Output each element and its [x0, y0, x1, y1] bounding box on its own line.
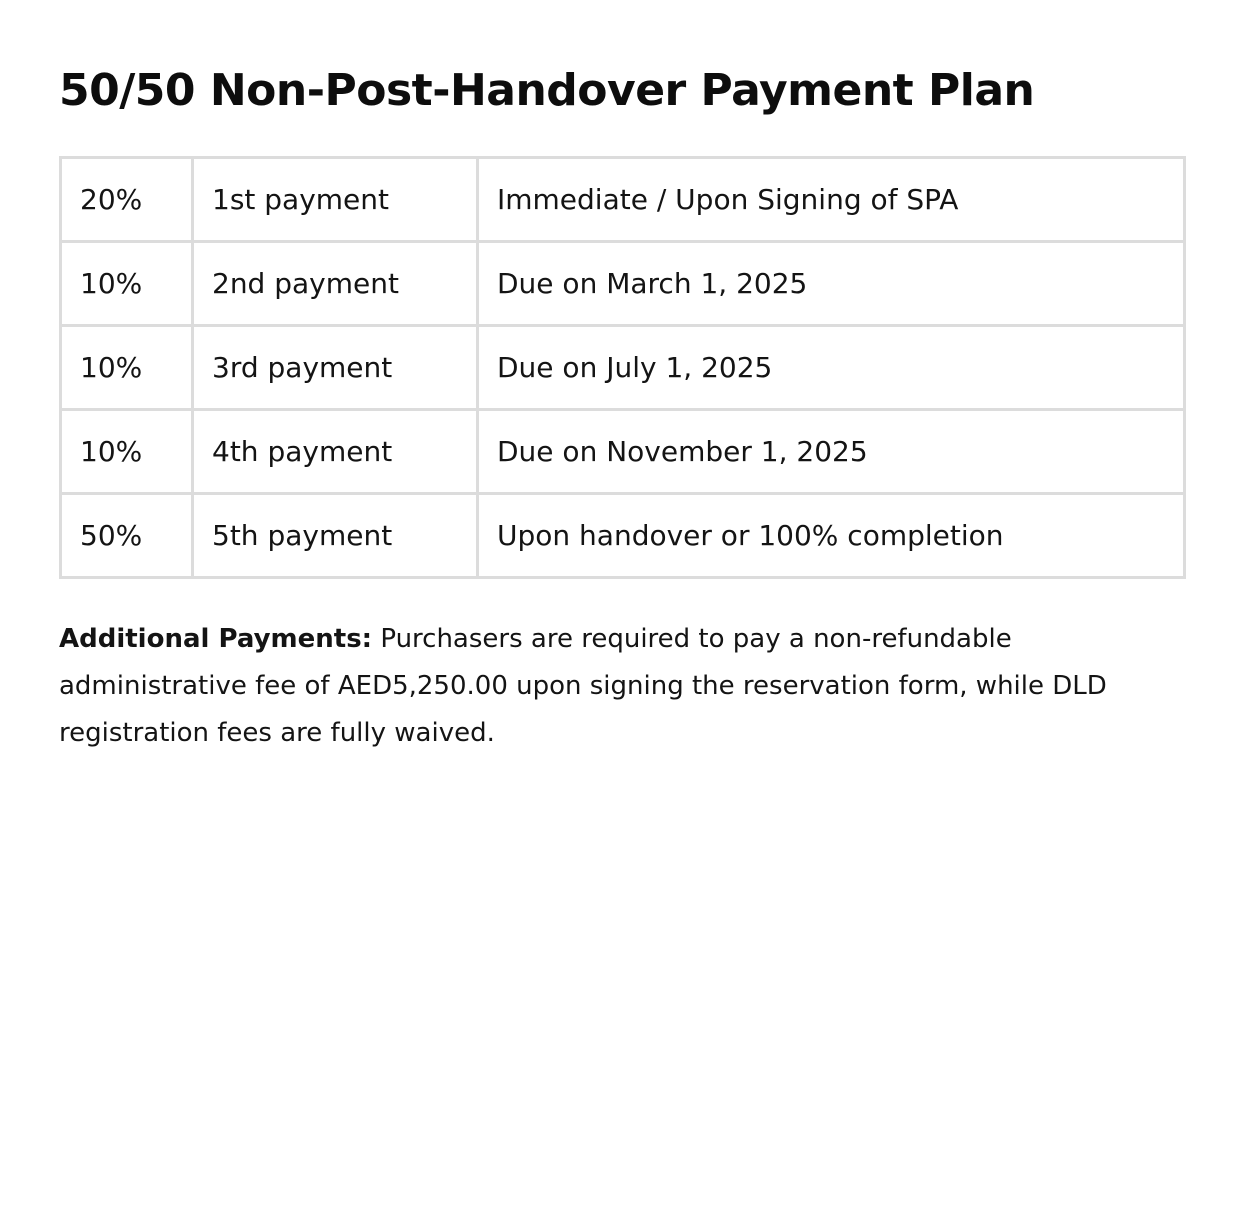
additional-payments-note: [59, 616, 1183, 757]
due-cell: Upon handover or 100% completion: [478, 494, 1185, 578]
table-row: [61, 242, 1185, 326]
page-title: 50/50 Non-Post-Handover Payment Plan: [59, 65, 1035, 116]
due-cell: Immediate / Upon Signing of SPA: [478, 158, 1185, 242]
percent-cell: 10%: [61, 242, 193, 326]
table-row: [61, 410, 1185, 494]
percent-cell: 10%: [61, 326, 193, 410]
percent-cell: 50%: [61, 494, 193, 578]
installment-cell: 4th payment: [193, 410, 478, 494]
percent-cell: 20%: [61, 158, 193, 242]
due-cell: Due on March 1, 2025: [478, 242, 1185, 326]
note-label: Additional Payments:: [59, 624, 373, 654]
percent-cell: 10%: [61, 410, 193, 494]
due-cell: Due on July 1, 2025: [478, 326, 1185, 410]
payment-plan-table: [59, 156, 1186, 579]
due-cell: Due on November 1, 2025: [478, 410, 1185, 494]
installment-cell: 5th payment: [193, 494, 478, 578]
installment-cell: 2nd payment: [193, 242, 478, 326]
table-row: [61, 158, 1185, 242]
table-row: [61, 494, 1185, 578]
installment-cell: 1st payment: [193, 158, 478, 242]
installment-cell: 3rd payment: [193, 326, 478, 410]
table-row: [61, 326, 1185, 410]
note-text: Purchasers are required to pay a non-refundable administrative fee of AED5,250.00 upon signing the reservation form, while DLD registration fees are fully waived.: [59, 624, 1107, 748]
